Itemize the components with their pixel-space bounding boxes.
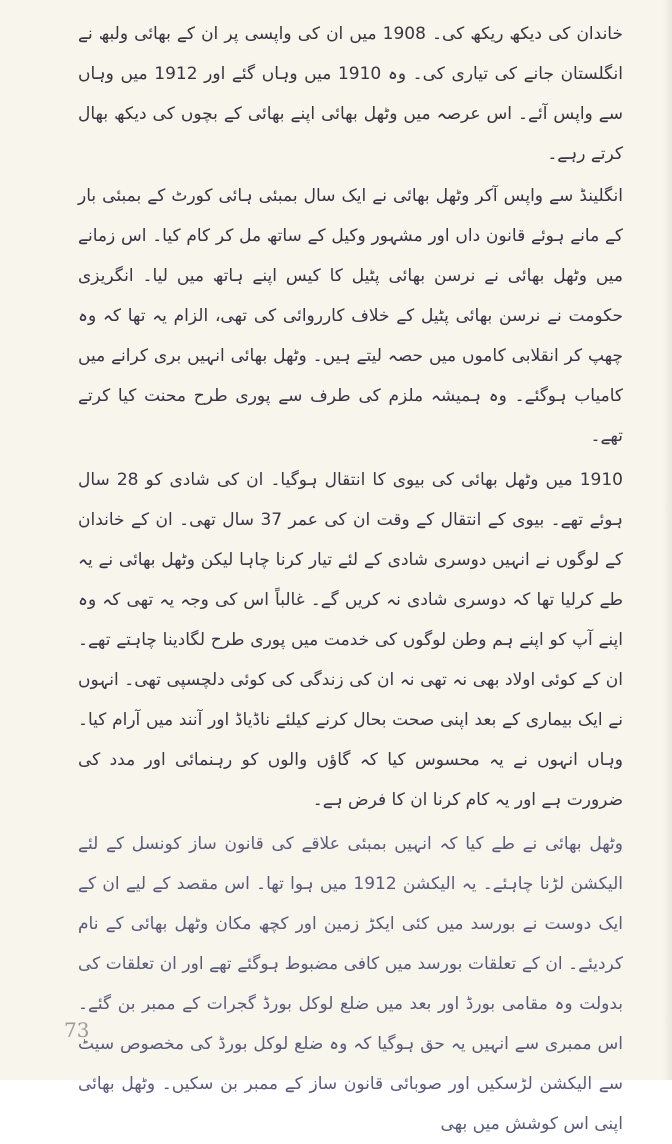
page-number: 73: [64, 1018, 90, 1042]
page-edge-shadow: [662, 0, 672, 1080]
urdu-text-body: [78, 14, 623, 1144]
paragraph-family-care: خاندان کی دیکھ ریکھ کی۔ 1908 میں ان کی واپسی پر ان کے بھائی ولبھ نے انگلستان جانے کی تیاری کی۔ وہ 1910 میں وہاں گئے اور 1912 میں وہاں سے واپس آئے۔ اس عرصہ میں وٹھل بھائی اپنے بھائی کے بچوں کی دیکھ بھال کرتے رہے۔: [78, 24, 624, 164]
paragraph-wife-death: 1910 میں وٹھل بھائی کی بیوی کا انتقال ہوگیا۔ ان کی شادی کو 28 سال ہوئے تھے۔ بیوی کے انتقال کے وقت ان کی عمر 37 سال تھی۔ ان کے خاندان کے لوگوں نے انہیں دوسری شادی کے لئے تیار کرنا چاہا لیکن وٹھل بھائی نے یہ طے کرلیا تھا کہ دوسری شادی نہ کریں گے۔ غالباً اس کی وجہ یہ تھی کہ وہ اپنے آپ کو اپنے ہم وطن لوگوں کی خدمت میں پوری طرح لگادینا چاہتے تھے۔ ان کے کوئی اولاد بھی نہ تھی نہ ان کی زندگی کی کوئی دلچسپی تھی۔ انہوں نے ایک بیماری کے بعد اپنی صحت بحال کرنے کیلئے ناڈیاڈ اور آنند میں آرام کیا۔ وہاں انہوں نے یہ محسوس کیا کہ گاؤں والوں کو رہنمائی اور مدد کی ضرورت ہے اور یہ کام کرنا ان کا فرض ہے۔: [78, 470, 623, 810]
paragraph-council-election: وٹھل بھائی نے طے کیا کہ انہیں بمبئی علاقے کی قانون ساز کونسل کے لئے الیکشن لڑنا چاہئے۔ یہ الیکشن 1912 میں ہوا تھا۔ اس مقصد کے لیے ان کے ایک دوست نے بورسد میں کئی ایکڑ زمین اور کچھ مکان وٹھل بھائی کے نام کردیئے۔ ان کے تعلقات بورسد میں کافی مضبوط ہوگئے تھے اور ان تعلقات کی بدولت وہ مقامی بورڈ اور بعد میں ضلع لوکل بورڈ گجرات کے ممبر بن گئے۔ اس ممبری سے انہیں یہ حق ہوگیا کہ وہ ضلع لوکل بورڈ کی مخصوص سیٹ سے الیکشن لڑسکیں اور صوبائی قانون ساز کے ممبر بن سکیں۔ وٹھل بھائی اپنی اس کوشش میں بھی: [78, 834, 623, 1134]
paragraph-law-practice: انگلینڈ سے واپس آکر وٹھل بھائی نے ایک سال بمبئی ہائی کورٹ کے بمبئی بار کے مانے ہوئے قانون داں اور مشہور وکیل کے ساتھ مل کر کام کیا۔ اس زمانے میں وٹھل بھائی نے نرسن بھائی پٹیل کا کیس اپنے ہاتھ میں لیا۔ انگریزی حکومت نے نرسن بھائی پٹیل کے خلاف کارروائی کی تھی، الزام یہ تھا کہ وہ چھپ کر انقلابی کاموں میں حصہ لیتے ہیں۔ وٹھل بھائی انہیں بری کرانے میں کامیاب ہوگئے۔ وہ ہمیشہ ملزم کی طرف سے پوری طرح محنت کیا کرتے تھے۔: [78, 186, 623, 446]
